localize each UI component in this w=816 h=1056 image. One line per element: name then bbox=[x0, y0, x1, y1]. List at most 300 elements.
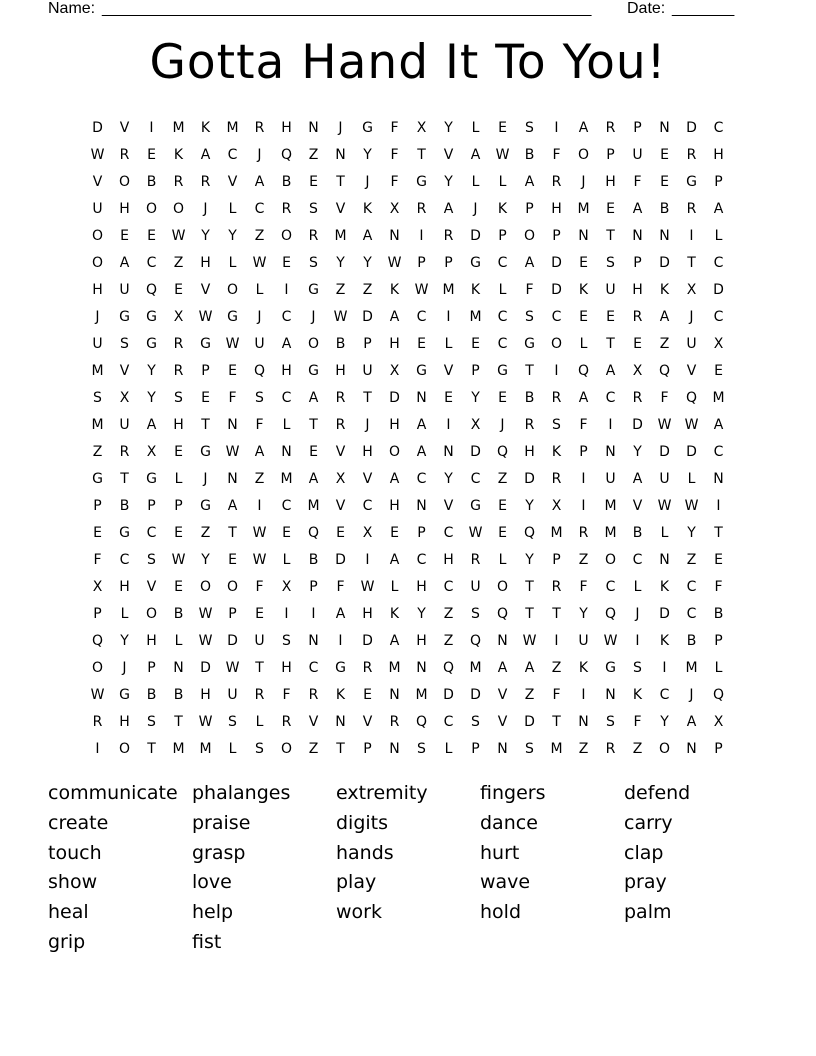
grid-letter: O bbox=[118, 173, 131, 190]
grid-letter: V bbox=[443, 362, 454, 379]
grid-letter: C bbox=[632, 551, 643, 568]
grid-letter: Q bbox=[307, 524, 320, 541]
grid-letter: O bbox=[91, 659, 104, 676]
grid-letter: I bbox=[716, 497, 721, 514]
grid-letter: V bbox=[335, 200, 346, 217]
grid-letter: B bbox=[524, 389, 535, 406]
grid-letter: G bbox=[146, 308, 157, 325]
word-list-item: phalanges bbox=[192, 782, 291, 804]
grid-letter: U bbox=[362, 362, 373, 379]
grid-letter: I bbox=[149, 119, 154, 136]
grid-letter: J bbox=[257, 308, 262, 325]
grid-letter: O bbox=[91, 227, 104, 244]
grid-letter: L bbox=[714, 659, 723, 676]
grid-row bbox=[84, 735, 734, 762]
grid-letter: C bbox=[659, 686, 670, 703]
grid-letter: P bbox=[201, 362, 210, 379]
grid-letter: O bbox=[280, 227, 293, 244]
grid-letter: X bbox=[470, 416, 481, 433]
grid-letter: P bbox=[93, 605, 102, 622]
grid-letter: O bbox=[172, 200, 185, 217]
grid-letter: R bbox=[686, 146, 697, 163]
grid-letter: U bbox=[686, 335, 697, 352]
grid-letter: S bbox=[606, 254, 615, 271]
grid-letter: Z bbox=[524, 686, 535, 703]
grid-letter: R bbox=[578, 524, 589, 541]
grid-letter: P bbox=[444, 254, 453, 271]
grid-letter: E bbox=[255, 605, 264, 622]
grid-letter: T bbox=[336, 173, 345, 190]
grid-letter: R bbox=[173, 335, 184, 352]
grid-letter: G bbox=[146, 335, 157, 352]
grid-letter: S bbox=[606, 713, 615, 730]
grid-letter: J bbox=[473, 200, 478, 217]
grid-letter: G bbox=[686, 173, 697, 190]
grid-letter: S bbox=[525, 308, 534, 325]
grid-letter: P bbox=[147, 659, 156, 676]
grid-letter: C bbox=[281, 308, 292, 325]
grid-letter: R bbox=[551, 578, 562, 595]
grid-letter: N bbox=[389, 227, 400, 244]
grid-letter: P bbox=[714, 173, 723, 190]
grid-letter: Y bbox=[444, 470, 453, 487]
grid-letter: Z bbox=[686, 551, 697, 568]
page-title: Gotta Hand It To You! bbox=[149, 35, 667, 90]
grid-letter: C bbox=[146, 524, 157, 541]
grid-letter: T bbox=[120, 470, 129, 487]
grid-letter: L bbox=[633, 578, 642, 595]
grid-letter: W bbox=[90, 686, 105, 703]
grid-letter: Q bbox=[253, 362, 266, 379]
grid-letter: Q bbox=[577, 362, 590, 379]
grid-letter: M bbox=[469, 659, 482, 676]
grid-row bbox=[84, 330, 734, 357]
grid-letter: H bbox=[362, 443, 373, 460]
word-list-item: hurt bbox=[480, 841, 520, 864]
grid-letter: J bbox=[203, 470, 208, 487]
grid-letter: K bbox=[659, 578, 670, 595]
grid-letter: O bbox=[388, 443, 401, 460]
grid-letter: M bbox=[91, 416, 104, 433]
grid-letter: I bbox=[365, 551, 370, 568]
grid-letter: T bbox=[552, 713, 561, 730]
grid-letter: P bbox=[471, 740, 480, 757]
grid-letter: M bbox=[91, 362, 104, 379]
grid-letter: W bbox=[333, 308, 348, 325]
grid-letter: F bbox=[633, 173, 642, 190]
grid-letter: Z bbox=[443, 632, 454, 649]
grid-letter: X bbox=[632, 362, 643, 379]
grid-letter: T bbox=[714, 524, 723, 541]
grid-letter: F bbox=[282, 686, 291, 703]
grid-letter: I bbox=[95, 740, 100, 757]
grid-letter: K bbox=[362, 200, 373, 217]
grid-letter: Z bbox=[659, 335, 670, 352]
grid-letter: K bbox=[335, 686, 346, 703]
grid-letter: Z bbox=[308, 146, 319, 163]
grid-letter: Y bbox=[228, 227, 237, 244]
grid-letter: X bbox=[551, 497, 562, 514]
grid-letter: F bbox=[552, 686, 561, 703]
grid-letter: U bbox=[92, 335, 103, 352]
grid-letter: L bbox=[282, 551, 291, 568]
grid-letter: Y bbox=[147, 389, 156, 406]
grid-letter: X bbox=[389, 362, 400, 379]
grid-letter: M bbox=[712, 389, 725, 406]
grid-letter: H bbox=[281, 362, 292, 379]
grid-letter: H bbox=[362, 605, 373, 622]
grid-letter: V bbox=[119, 362, 130, 379]
word-list-item: help bbox=[192, 901, 234, 924]
grid-letter: C bbox=[551, 308, 562, 325]
grid-row bbox=[84, 519, 734, 546]
grid-letter: B bbox=[308, 551, 319, 568]
grid-letter: S bbox=[282, 632, 291, 649]
grid-letter: W bbox=[198, 713, 213, 730]
grid-letter: T bbox=[201, 416, 210, 433]
grid-letter: Z bbox=[335, 281, 346, 298]
grid-letter: R bbox=[173, 173, 184, 190]
grid-letter: G bbox=[308, 281, 319, 298]
grid-row bbox=[84, 249, 734, 276]
grid-letter: U bbox=[119, 281, 130, 298]
grid-letter: N bbox=[578, 713, 589, 730]
grid-letter: O bbox=[145, 200, 158, 217]
grid-row bbox=[84, 141, 734, 168]
grid-letter: D bbox=[470, 227, 481, 244]
grid-letter: C bbox=[605, 578, 616, 595]
grid-letter: E bbox=[336, 524, 345, 541]
grid-letter: T bbox=[363, 389, 372, 406]
grid-letter: N bbox=[713, 470, 724, 487]
grid-letter: G bbox=[335, 659, 346, 676]
grid-letter: H bbox=[119, 578, 130, 595]
grid-letter: H bbox=[335, 362, 346, 379]
grid-letter: X bbox=[686, 281, 697, 298]
grid-letter: I bbox=[689, 227, 694, 244]
grid-letter: A bbox=[146, 416, 157, 433]
grid-letter: P bbox=[606, 146, 615, 163]
grid-letter: F bbox=[390, 146, 399, 163]
grid-letter: F bbox=[390, 173, 399, 190]
grid-letter: N bbox=[632, 227, 643, 244]
grid-letter: X bbox=[335, 470, 346, 487]
grid-letter: M bbox=[577, 200, 590, 217]
word-list-item: clap bbox=[624, 841, 664, 864]
grid-letter: P bbox=[552, 227, 561, 244]
grid-letter: S bbox=[147, 551, 156, 568]
grid-letter: T bbox=[228, 524, 237, 541]
grid-letter: F bbox=[525, 281, 534, 298]
grid-row bbox=[84, 573, 734, 600]
grid-letter: C bbox=[416, 551, 427, 568]
grid-letter: I bbox=[284, 281, 289, 298]
grid-letter: T bbox=[525, 362, 534, 379]
grid-row bbox=[84, 708, 734, 735]
grid-letter: O bbox=[145, 605, 158, 622]
grid-letter: H bbox=[524, 443, 535, 460]
grid-row bbox=[84, 222, 734, 249]
grid-letter: W bbox=[360, 578, 375, 595]
grid-letter: N bbox=[497, 740, 508, 757]
grid-letter: Q bbox=[442, 659, 455, 676]
grid-letter: A bbox=[389, 551, 400, 568]
grid-letter: R bbox=[470, 551, 481, 568]
grid-letter: R bbox=[551, 470, 562, 487]
grid-letter: C bbox=[713, 443, 724, 460]
grid-letter: X bbox=[713, 713, 724, 730]
grid-letter: C bbox=[686, 605, 697, 622]
grid-letter: J bbox=[635, 605, 640, 622]
grid-letter: L bbox=[687, 470, 696, 487]
grid-letter: E bbox=[147, 146, 156, 163]
grid-letter: R bbox=[173, 362, 184, 379]
grid-letter: L bbox=[282, 416, 291, 433]
grid-row bbox=[84, 276, 734, 303]
word-list-item: grip bbox=[48, 930, 86, 953]
grid-letter: I bbox=[581, 686, 586, 703]
grid-letter: S bbox=[417, 740, 426, 757]
grid-letter: R bbox=[605, 119, 616, 136]
grid-letter: O bbox=[226, 578, 239, 595]
grid-letter: W bbox=[198, 605, 213, 622]
grid-letter: H bbox=[281, 119, 292, 136]
grid-letter: B bbox=[173, 605, 184, 622]
grid-letter: T bbox=[525, 605, 534, 622]
grid-letter: C bbox=[281, 497, 292, 514]
grid-letter: S bbox=[174, 389, 183, 406]
grid-letter: S bbox=[147, 713, 156, 730]
word-list-item: wave bbox=[480, 871, 531, 894]
grid-letter: I bbox=[554, 362, 559, 379]
grid-letter: A bbox=[497, 659, 508, 676]
grid-letter: Z bbox=[443, 605, 454, 622]
grid-letter: I bbox=[554, 119, 559, 136]
grid-letter: D bbox=[551, 281, 562, 298]
grid-letter: L bbox=[390, 578, 399, 595]
grid-letter: E bbox=[174, 281, 183, 298]
grid-letter: E bbox=[579, 308, 588, 325]
grid-letter: J bbox=[338, 119, 343, 136]
grid-letter: D bbox=[686, 119, 697, 136]
grid-letter: Q bbox=[712, 686, 725, 703]
grid-letter: U bbox=[254, 335, 265, 352]
grid-letter: T bbox=[552, 605, 561, 622]
grid-letter: W bbox=[603, 632, 618, 649]
grid-row bbox=[84, 600, 734, 627]
grid-letter: Z bbox=[362, 281, 373, 298]
grid-letter: I bbox=[581, 497, 586, 514]
word-list-item: palm bbox=[624, 901, 672, 924]
grid-letter: D bbox=[362, 632, 373, 649]
grid-letter: D bbox=[200, 659, 211, 676]
grid-letter: U bbox=[254, 632, 265, 649]
grid-letter: P bbox=[471, 362, 480, 379]
grid-letter: K bbox=[578, 659, 589, 676]
grid-letter: P bbox=[363, 335, 372, 352]
grid-letter: E bbox=[174, 578, 183, 595]
grid-letter: F bbox=[714, 578, 723, 595]
grid-letter: E bbox=[390, 524, 399, 541]
grid-letter: R bbox=[605, 740, 616, 757]
grid-letter: G bbox=[416, 362, 427, 379]
grid-letter: R bbox=[389, 713, 400, 730]
grid-letter: R bbox=[551, 389, 562, 406]
grid-letter: O bbox=[604, 551, 617, 568]
grid-letter: N bbox=[605, 686, 616, 703]
grid-letter: C bbox=[497, 254, 508, 271]
grid-letter: A bbox=[389, 470, 400, 487]
word-list-item: hold bbox=[480, 901, 522, 924]
grid-letter: C bbox=[713, 308, 724, 325]
grid-letter: J bbox=[365, 416, 370, 433]
grid-letter: M bbox=[307, 497, 320, 514]
grid-letter: F bbox=[552, 146, 561, 163]
grid-letter: E bbox=[498, 497, 507, 514]
grid-letter: U bbox=[632, 146, 643, 163]
grid-letter: E bbox=[633, 335, 642, 352]
grid-letter: A bbox=[443, 200, 454, 217]
grid-letter: H bbox=[713, 146, 724, 163]
grid-letter: C bbox=[686, 578, 697, 595]
grid-letter: H bbox=[200, 254, 211, 271]
grid-letter: M bbox=[388, 659, 401, 676]
grid-letter: A bbox=[308, 470, 319, 487]
grid-letter: R bbox=[308, 686, 319, 703]
grid-letter: O bbox=[307, 335, 320, 352]
grid-letter: L bbox=[255, 281, 264, 298]
grid-letter: Z bbox=[308, 740, 319, 757]
grid-letter: E bbox=[201, 389, 210, 406]
grid-letter: C bbox=[470, 470, 481, 487]
grid-letter: P bbox=[714, 632, 723, 649]
grid-letter: H bbox=[416, 632, 427, 649]
grid-letter: H bbox=[551, 200, 562, 217]
grid-letter: B bbox=[632, 524, 643, 541]
grid-letter: J bbox=[257, 146, 262, 163]
grid-row bbox=[84, 546, 734, 573]
grid-letter: N bbox=[659, 227, 670, 244]
grid-letter: T bbox=[606, 335, 615, 352]
grid-letter: G bbox=[605, 659, 616, 676]
grid-letter: N bbox=[443, 443, 454, 460]
word-list-item: work bbox=[336, 901, 382, 924]
word-list-item: praise bbox=[192, 811, 251, 834]
grid-letter: W bbox=[171, 227, 186, 244]
grid-letter: R bbox=[524, 416, 535, 433]
grid-letter: C bbox=[443, 713, 454, 730]
grid-letter: K bbox=[200, 119, 211, 136]
grid-letter: K bbox=[551, 443, 562, 460]
grid-letter: N bbox=[416, 497, 427, 514]
grid-letter: E bbox=[660, 146, 669, 163]
grid-letter: D bbox=[659, 605, 670, 622]
grid-letter: R bbox=[443, 227, 454, 244]
word-list-item: communicate bbox=[48, 782, 178, 804]
grid-letter: W bbox=[414, 281, 429, 298]
grid-letter: Q bbox=[415, 713, 428, 730]
grid-row bbox=[84, 411, 734, 438]
grid-letter: L bbox=[498, 281, 507, 298]
grid-row bbox=[84, 492, 734, 519]
grid-letter: G bbox=[119, 308, 130, 325]
grid-letter: M bbox=[226, 119, 239, 136]
grid-letter: N bbox=[659, 551, 670, 568]
grid-letter: P bbox=[552, 551, 561, 568]
grid-letter: N bbox=[227, 470, 238, 487]
grid-letter: X bbox=[146, 443, 157, 460]
grid-letter: M bbox=[172, 740, 185, 757]
word-list-item: pray bbox=[624, 871, 667, 894]
grid-letter: L bbox=[714, 227, 723, 244]
grid-letter: K bbox=[578, 281, 589, 298]
grid-letter: K bbox=[497, 200, 508, 217]
grid-letter: K bbox=[659, 281, 670, 298]
grid-letter: Z bbox=[578, 551, 589, 568]
grid-letter: H bbox=[119, 713, 130, 730]
grid-letter: S bbox=[525, 740, 534, 757]
grid-letter: T bbox=[174, 713, 183, 730]
grid-letter: X bbox=[119, 389, 130, 406]
grid-letter: H bbox=[281, 659, 292, 676]
grid-letter: L bbox=[174, 632, 183, 649]
grid-letter: C bbox=[119, 551, 130, 568]
word-search-grid bbox=[84, 114, 734, 762]
grid-letter: F bbox=[579, 416, 588, 433]
word-list-item: defend bbox=[624, 782, 691, 804]
grid-letter: W bbox=[684, 416, 699, 433]
grid-letter: H bbox=[92, 281, 103, 298]
grid-letter: I bbox=[662, 659, 667, 676]
grid-letter: X bbox=[92, 578, 103, 595]
grid-letter: A bbox=[470, 146, 481, 163]
grid-letter: A bbox=[416, 443, 427, 460]
grid-letter: A bbox=[200, 146, 211, 163]
grid-letter: H bbox=[443, 551, 454, 568]
grid-row bbox=[84, 303, 734, 330]
grid-letter: V bbox=[308, 713, 319, 730]
grid-letter: R bbox=[254, 686, 265, 703]
grid-letter: E bbox=[228, 551, 237, 568]
grid-letter: L bbox=[471, 173, 480, 190]
grid-letter: P bbox=[498, 227, 507, 244]
grid-letter: N bbox=[605, 443, 616, 460]
grid-letter: M bbox=[334, 227, 347, 244]
grid-letter: G bbox=[200, 497, 211, 514]
grid-letter: E bbox=[498, 389, 507, 406]
grid-letter: F bbox=[390, 119, 399, 136]
grid-letter: J bbox=[689, 308, 694, 325]
grid-letter: R bbox=[632, 308, 643, 325]
grid-letter: C bbox=[713, 254, 724, 271]
grid-letter: O bbox=[523, 227, 536, 244]
grid-letter: E bbox=[660, 173, 669, 190]
grid-letter: W bbox=[198, 308, 213, 325]
grid-letter: L bbox=[498, 173, 507, 190]
grid-letter: I bbox=[257, 497, 262, 514]
grid-letter: F bbox=[255, 578, 264, 595]
grid-letter: T bbox=[525, 578, 534, 595]
grid-letter: A bbox=[254, 173, 265, 190]
grid-letter: Q bbox=[604, 605, 617, 622]
grid-letter: U bbox=[605, 470, 616, 487]
grid-letter: U bbox=[578, 632, 589, 649]
grid-letter: S bbox=[471, 713, 480, 730]
grid-letter: V bbox=[119, 119, 130, 136]
grid-letter: J bbox=[122, 659, 127, 676]
grid-letter: H bbox=[632, 281, 643, 298]
grid-letter: Y bbox=[660, 713, 669, 730]
